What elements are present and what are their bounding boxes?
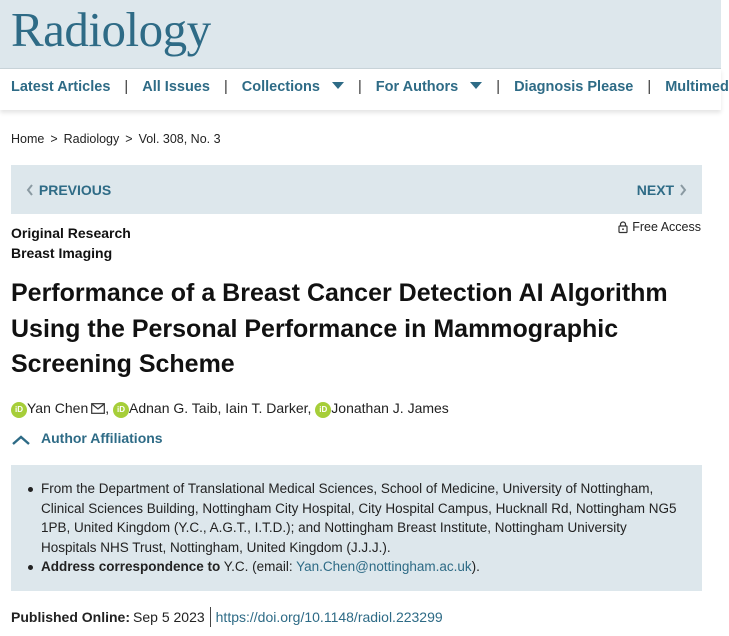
correspondence-item bbox=[41, 557, 682, 577]
nav-for-authors[interactable] bbox=[376, 79, 482, 95]
access-label: Free Access bbox=[632, 220, 701, 234]
nav-diagnosis-please-label: Diagnosis Please bbox=[514, 79, 634, 95]
article-pager bbox=[11, 165, 702, 214]
orcid-icon[interactable]: iD bbox=[11, 402, 27, 418]
author-list bbox=[11, 400, 449, 418]
correspondence-text-end: ). bbox=[471, 559, 480, 574]
next-label: NEXT bbox=[636, 182, 675, 198]
breadcrumb-home[interactable]: Home bbox=[11, 132, 45, 146]
author-affiliations-toggle[interactable] bbox=[11, 430, 163, 446]
nav-for-authors-label: For Authors bbox=[375, 79, 459, 95]
doi-link[interactable]: https://doi.org/10.1148/radiol.223299 bbox=[215, 609, 443, 625]
caret-down-icon bbox=[332, 82, 344, 89]
affiliations-panel bbox=[11, 465, 702, 591]
article-title: Performance of a Breast Cancer Detection AI Algorithm Using the Personal Performance in Mammographic Screening Scheme bbox=[11, 279, 668, 378]
author-name[interactable]: Yan Chen bbox=[27, 400, 89, 416]
published-label: Published Online: bbox=[11, 609, 131, 625]
envelope-icon bbox=[91, 403, 105, 414]
author-name[interactable]: Iain T. Darker bbox=[225, 400, 308, 416]
breadcrumb bbox=[11, 132, 221, 146]
nav-separator: | bbox=[357, 79, 362, 95]
article-subject: Breast Imaging bbox=[11, 245, 113, 261]
chevron-right-icon bbox=[678, 183, 688, 197]
article-category bbox=[11, 223, 131, 263]
published-date: Sep 5 2023 bbox=[133, 609, 205, 625]
chevron-up-icon bbox=[11, 434, 31, 446]
author-name[interactable]: Adnan G. Taib bbox=[129, 400, 218, 416]
nav-collections-label: Collections bbox=[241, 79, 320, 95]
previous-article-link[interactable] bbox=[25, 182, 111, 198]
correspondence-text: Y.C. (email: bbox=[220, 559, 297, 574]
breadcrumb-journal[interactable]: Radiology bbox=[63, 132, 120, 146]
nav-list bbox=[11, 79, 729, 95]
divider bbox=[210, 607, 211, 627]
radiology-logo[interactable]: Radiology bbox=[11, 2, 211, 57]
lock-icon bbox=[618, 221, 628, 233]
masthead bbox=[0, 0, 721, 68]
breadcrumb-issue[interactable]: Vol. 308, No. 3 bbox=[138, 132, 221, 146]
main-navigation bbox=[0, 68, 729, 110]
next-article-link[interactable] bbox=[637, 182, 688, 198]
article-type: Original Research bbox=[11, 225, 131, 241]
nav-separator: | bbox=[496, 79, 501, 95]
author-separator: , bbox=[217, 400, 222, 416]
author-separator: , bbox=[307, 400, 312, 416]
orcid-icon[interactable]: iD bbox=[315, 402, 331, 418]
author-name[interactable]: Jonathan J. James bbox=[331, 400, 449, 416]
nav-latest-articles-label: Latest Articles bbox=[11, 79, 111, 95]
nav-all-issues-label: All Issues bbox=[142, 79, 210, 95]
author-affiliations-label: Author Affiliations bbox=[41, 430, 163, 446]
nav-all-issues[interactable] bbox=[142, 79, 210, 95]
nav-separator: | bbox=[124, 79, 129, 95]
nav-separator: | bbox=[647, 79, 652, 95]
previous-label: PREVIOUS bbox=[38, 182, 112, 198]
nav-diagnosis-please[interactable] bbox=[514, 79, 633, 95]
affiliation-item: From the Department of Translational Medical Sciences, School of Medicine, University of Nottingham, Clinical Sciences Building, Nottingham City Hospital, City Hospital Campus, Hucknall Rd, Nottingham NG5 1PB, United Kingdom (Y.C., A.G.T., I.T.D.); and Nottingham Breast Institute, Nottingham University Hospitals NHS Trust, Nottingham, United Kingdom (J.J.J.). bbox=[41, 479, 682, 557]
nav-separator: | bbox=[223, 79, 228, 95]
access-status bbox=[618, 220, 701, 234]
correspondence-email-link[interactable]: Yan.Chen@nottingham.ac.uk bbox=[296, 559, 472, 574]
nav-multimedia-label: Multimed bbox=[665, 79, 729, 95]
breadcrumb-separator: > bbox=[125, 132, 133, 146]
nav-multimedia[interactable] bbox=[665, 79, 729, 95]
author-separator: , bbox=[105, 400, 110, 416]
nav-latest-articles[interactable] bbox=[11, 79, 110, 95]
publication-info bbox=[11, 607, 443, 627]
breadcrumb-separator: > bbox=[50, 132, 58, 146]
affiliations-list bbox=[41, 479, 682, 577]
orcid-icon[interactable]: iD bbox=[113, 402, 129, 418]
caret-down-icon bbox=[470, 82, 482, 89]
correspondence-label: Address correspondence to bbox=[41, 559, 221, 574]
author-email-link[interactable] bbox=[88, 400, 105, 416]
nav-collections[interactable] bbox=[242, 79, 344, 95]
chevron-left-icon bbox=[25, 183, 35, 197]
